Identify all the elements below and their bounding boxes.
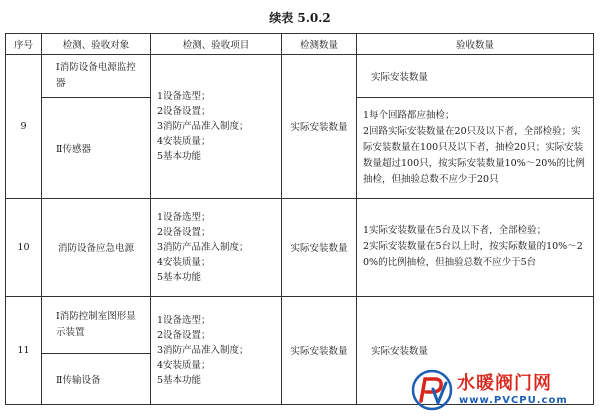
watermark-title: 水暖阀门网 <box>457 373 552 394</box>
header-row <box>6 34 594 55</box>
table-caption: 续表 5.0.2 <box>269 11 331 25</box>
row-10-no: 10 <box>6 198 42 296</box>
row-9-test-qty: 实际安装数量 <box>282 55 357 198</box>
list-item: 5基本功能 <box>157 271 202 283</box>
table-row <box>6 296 594 353</box>
header-object: 检测、验收对象 <box>42 34 151 55</box>
watermark <box>411 367 596 413</box>
list-item: 3消防产品准入制度； <box>157 241 249 253</box>
list-item: 4安装质量； <box>157 256 211 268</box>
row-9-accept-1: 实际安装数量 <box>357 55 594 98</box>
inspection-table <box>5 33 594 405</box>
row-9-object-2: Ⅱ传感器 <box>42 98 151 198</box>
list-item: 5基本功能 <box>157 374 202 386</box>
header-no: 序号 <box>6 34 42 55</box>
row-9-object-1: Ⅰ消防设备电源监控器 <box>42 55 151 98</box>
list-item: 4安装质量； <box>157 359 211 371</box>
list-item: 5基本功能 <box>157 150 202 162</box>
row-11-object-1: Ⅰ消防控制室图形显示装置 <box>42 296 151 353</box>
row-10-test-qty: 实际安装数量 <box>282 198 357 296</box>
row-11-accept: 实际安装数量 <box>357 296 594 404</box>
row-11-items <box>151 296 282 404</box>
row-11-object-2: Ⅱ传输设备 <box>42 353 151 404</box>
list-item: 2设备设置； <box>157 105 211 117</box>
table-row <box>6 55 594 98</box>
list-item: 2设备设置； <box>157 329 211 341</box>
pv-logo-icon <box>411 369 453 411</box>
list-item: 3消防产品准入制度； <box>157 120 249 132</box>
list-item: 3消防产品准入制度； <box>157 344 249 356</box>
header-item: 检测、验收项目 <box>151 34 282 55</box>
row-10-object: 消防设备应急电源 <box>42 198 151 296</box>
row-9-no: 9 <box>6 55 42 198</box>
row-9-items <box>151 55 282 198</box>
row-11-test-qty: 实际安装数量 <box>282 296 357 404</box>
list-item: 1设备选型； <box>157 314 211 326</box>
header-accept-qty: 验收数量 <box>357 34 594 55</box>
row-11-no: 11 <box>6 296 42 404</box>
header-test-qty: 检测数量 <box>282 34 357 55</box>
watermark-url: www.PVCPU.com <box>459 395 568 406</box>
row-10-accept: 1实际安装数量在5台及以下者，全部检验； 2实际安装数量在5台以上时，按实际数量的10%～20%的比例抽检，但抽验总数不应少于5台 <box>357 198 594 296</box>
row-10-items <box>151 198 282 296</box>
list-item: 4安装质量； <box>157 135 211 147</box>
table-row <box>6 198 594 296</box>
list-item: 1设备选型； <box>157 90 211 102</box>
list-item: 2设备设置； <box>157 226 211 238</box>
list-item: 1设备选型； <box>157 211 211 223</box>
row-9-accept-2: 1每个回路都应抽检； 2回路实际安装数量在20只及以下者，全部检验；实际安装数量在100只及以下者，抽检20只；实际安装数量超过100只，按实际安装数量10%～20%的比例抽检，但抽验总数不应少于20只 <box>357 98 594 198</box>
